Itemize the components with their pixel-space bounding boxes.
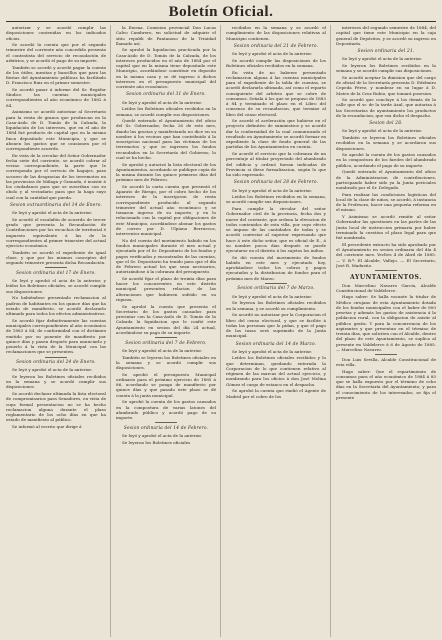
paragraph: Se leyó y aprobó el acta de la anterior. (342, 56, 423, 62)
session-heading: Sesion extraordinaria del 14 de Enero. (9, 202, 103, 208)
masthead-rule (6, 21, 436, 22)
section-separator (45, 267, 67, 268)
paragraph: Se aprobó y autorizó la lista electoral de los Ayuntamientos, acordando se publique copia de la misma durante los quince primeros días del próximo mes de Febrero. (116, 161, 216, 183)
paragraph: Se leyó y aprobó el acta de la anterior. (232, 348, 313, 354)
paragraph: Se leyó y aprobó el acta de la anterior. (232, 51, 313, 56)
paragraph: Se leyeron los Boletines oficiales recibidos en la semana, y se acordó su cumplimiento. (226, 300, 326, 311)
paragraph: recibidos en la semana y se acordó el cumplimiento de las disposiciones relativas al Municipio contienen. (226, 25, 326, 41)
paragraph: Leídos los Boletines oficiales recibidos y lo que determinan, quedando enterada la Corporacion de lo que contienen relativo al régimen de las marcas del actual ejercicio, y nombrando para los oficios á don José Molina Gómez el cargo de estanco en el despacho. (226, 355, 326, 387)
columns (6, 25, 436, 637)
paragraph: intereses del segundo semestre de 1884, del capital que tiene este Municipio en la caja general de Depósitos, y se acordó su ingreso en Depositaría. (336, 25, 436, 46)
paragraph: Hago saber: Se halla vacante la titular de Médico cirujano de esta Ayuntamiento dotada de los fondos municipales con el haber de 800 pesetas y además los gastos de asistencia á la poblacion rural, con la obligacion de asistir al público gratis. Y para la concurrencia de los aspirantes y que presentan en el término de treinta días, que soliciten con el Alcalde, dentro del plazo de este Ayuntamiento, se suplica al presente en Valdelerce á 6 de Agosto de 1885. — Marcelino Navarro. (336, 294, 436, 352)
paragraph: Se leyeron los Boletines oficiales recibidos en la semana y se acordó cumplir sus disposiciones. (6, 373, 106, 390)
session-heading: Sesion ordinaria del 28 de Febrero. (233, 180, 319, 186)
paragraph: Se dió cuenta del movimiento de fondos habido en este mes y ejecutado hoy, aprobándose todos los cobros y pagos ejecutados y la distribucion de fondos para el próximo mes de Marzo. (226, 254, 326, 281)
paragraph: Se aprobó la cuenta de los gastos causados en la compostura de varias latones del alumbrado público y acordó pago de su importe. (116, 399, 216, 421)
section-separator (155, 422, 177, 423)
paragraph: Se leyó y aprobó el acta de la anterior. (232, 293, 313, 299)
paragraph: Se leyó y aprobó el acta de la anterior. (122, 347, 203, 353)
paragraph: Se acordó el escalafón de acuerdo de tercer grado que presenta la Recaudación de Contribuciones por los escuchos de territorial é impuesto equivalente á las de la correspondientes al primer trimestre del actual ejercicio económico. (6, 216, 106, 249)
paragraph: Asimismo se acordó autorizar al Secretario para la venta de granos que produzcan en la Casa-Asilo de D. Tomás de la Calzada, la liquidación de los intereses, que en el año de 1884 fué producto de capital que en la misma finca depositado este Municipio, y que se abonen los gastos que se ocasionen por el correspondiente acuerdo. (6, 109, 106, 152)
paragraph: autorizar y se acordó cumplir las disposiciones contenidas en los indicados oficios. (6, 25, 106, 41)
paragraph: Se acordó declarar ultimada la lista electoral de compromisarios para Senadores, en vista de cuya formal presentacion no se ha hecho reclamacion alguna durante el plazo reglamentario de los ocho días en que ha estado de manifiesto al público. (6, 391, 106, 423)
paragraph: Se aprobó el presupuesto Municipal ordinario para el próximo ejercicio de 1885 á 86, acordando se ponga de manifiesto por quince días y que pasado este plazo se dé cuenta á la junta municipal. (116, 371, 216, 398)
paragraph: Se acordó aceptar la dimision que del cargo de oficial de la Secretaría presenta D. Edelmiro Cepeda Pérez, y nombrar en su lugar á D. Mateo de la Cruz Rubio, que tomará posesion. (336, 74, 436, 96)
session-heading: Sesion ordinaria del 21 de Febrero. (233, 43, 319, 49)
paragraph: En vista de no haberse presentado reclamacion alguna á las cuentas municipales para el expediente de la tabla de cuentas, se acordó declararla ultimada, así como el reparto consiguiente del arbitrio que se cobre de consumos. Señala á los que se propuso de 1883 á 84 y terminado el plazo en el Libro del consenso de su recaudacion, que termine al libro del censo electoral. (226, 69, 326, 117)
paragraph: Se leyó y aprobó el acta de la anterior. (12, 210, 93, 216)
section-separator (265, 283, 287, 284)
session-heading: Sesion ordinaria del 14 de Febrero. (123, 425, 209, 431)
section-separator (375, 354, 397, 355)
paragraph: También se acordó y acordó pagar la cuenta de los útiles, mesitas y bancillos que para las fiestas del Ayuntamiento públicas ha facilitado D. Francisco Ruiz en el primer semestre. (6, 64, 106, 86)
paragraph: Don Luis Sevilla, Alcalde Constitucional de esta villa. (336, 356, 436, 367)
paragraph: Se leyeron los Boletines recibidos en la semana y se acordó cumplir sus disposiciones. (336, 62, 436, 74)
paragraph: Se aprobó la cuenta de los gastos causados en la compostura de los faroles del alumbrado público, acordando el pago de su importe. (336, 152, 436, 168)
session-heading: Sesion ordinaria del 24 de Enero. (16, 360, 96, 366)
paragraph: Se acordó el servicio que la cobranza de un porcentaje al titular proyectado del alumbrado del edificio y ordenó fueran indicadas de Provincia si diese formalizacion, según lo que ha sido expresado. (226, 151, 326, 178)
section-separator (155, 337, 177, 338)
paragraph: Y Asimismo se acordó remitir al señor Gobernador las questiones en las partes de las Junta local de instruccion primaria por haber terminado la cuestion el plazo legal para que fué nombrada. (336, 214, 436, 241)
paragraph: Se leyó y aprobó el acta de la anterior. (122, 433, 203, 439)
session-heading: Sesion ordinaria del 7 de Marzo. (237, 286, 315, 292)
paragraph: Se acordó fijar definitivamente las cuentas municipales correspondientes al año económico de 1883 á 84, de conformidad con el dictámen emitido por su ponente de manifiesto por quince días y pasen después para anunciarlo y ponerlo á la vista de la Municipal con las reclamaciones que se presenten. (6, 317, 106, 355)
column-1 (6, 25, 111, 637)
session-heading: Sesion ordinaria del 14 de Marzo. (235, 341, 317, 347)
paragraph: Hago saber: Que el repartimiento de consumos para el año económico de 1884 á 85 que se halla expuesto por el término de ocho días en la Secretaría del Ayuntamiento; y para el conocimiento de los interesados, se fija el presente (336, 368, 436, 400)
paragraph: El precedente extracto ha sido aprobado por el Ayuntamiento en sesion ordinaria del día 4 del corriente mes. Yecltes 4 de Abril de 1885. — V. B.º: El Alcalde, Vallejo. — El Secretario, José R. Madueño. (336, 241, 436, 268)
paragraph: Se leyó y aprobó el acta de la anterior. (122, 99, 203, 105)
paragraph: Se acordó cumplir las disposiciones de los Boletines oficiales recibidos en la semana. (226, 57, 326, 68)
paragraph: la Excma. Comision provincial Don Lucas Calvo Cambrero, en solicitud de adquirir el sitio republi de Pantanoso de la Trinidad llamado así. (116, 25, 216, 46)
paragraph: Se aprobó la cuenta que rindió el Agente de Madrid por el cobro de los (226, 388, 326, 399)
paragraph: Se leyó y aprobó el acta de la anterior, y leídos los Boletines oficiales, se acordó cumplir sus disposiciones. (6, 278, 106, 294)
paragraph: Quedó enterado el Ayuntamiento del oficio de la Administracion de contribuciones, participando haber sido ya la Junta periciales nombrado por el Sr. Delegado. (336, 169, 436, 191)
paragraph: Don Marcelino Navarro García, Alcalde Constitucional de Valdelerce. (336, 282, 436, 293)
paragraph: Leídos los Boletines oficiales recibidos en la semana, se acordó cumplir sus disposiciones. (116, 106, 216, 117)
paragraph: Se acordó la cuenta que por el segundo trimestre del corriente año concedido presenta el contratista del servicio de recaudación de arbitrios, y se acordó el pago de su importe. (6, 42, 106, 63)
paragraph: Se acordó pasar á informe del Sr. Regidor Síndico las cuentas municipales correspondientes al año económico de 1882 á 84. (6, 86, 106, 108)
masthead-title: Boletín Oficial. (168, 4, 274, 20)
paragraph: También se leyeron los Boletines oficiales en la semana y se acordó cumplir sus disposiciones. (116, 354, 216, 371)
paragraph: Se acordó la carta cuenta que presentó el Aparato de Riesgo, por el cobro hecho de los intereses de la inscripcion de renta correspondiente producido al segundo trimestre del actual año económico y se tomaron ingreso de su importe, y en lo relacionado con la capital por obligaciones de este Municipio, acordándose abonar los gastos de correo por D. Ulpiano Berruecos, interventor municipal. (116, 183, 216, 237)
paragraph: También se acordó el expediente de igual clase, y que por los mismos conceptos del segundo trimestre presenta dicha Recaudación. (6, 249, 106, 266)
session-heading: Sesion del 28. (369, 121, 403, 127)
paragraph: Para realizar las condiciones logísticas del local de la clase de niños, se acordó, á instancia de la Profesora, hacer una pequeña reforma en el mismo. (336, 191, 436, 213)
paragraph: Se aprobó la liquidacion practicada por la Casa-Asilo de D. Tomás de la Calzada, de los intereses producidos en el año de 1884 por el capital que en la misma tiene depositado este Municipio, acordándose constituir en deposito en la misma casa y se dé ingreso á dichos intereses en el presupuesto municipal del corriente año económico. (116, 47, 216, 90)
paragraph: Se leyó y aprobó el acta de la anterior. (12, 367, 93, 373)
paragraph: Se acordó que concluye á los demás de la calle que el sr. de la tarde Azul, que autoriza á las Secretarías de ayuntamiento los productos de la recaudacion, que sea dicho el despacho. (336, 97, 436, 118)
paragraph: Se acordó fijar el plazo de treinta días para hacer los concurrentes en este distrito municipal presenten relacion de las alteraciones que hubiesen sufrido en su riqueza. (116, 275, 216, 302)
column-2 (116, 25, 221, 637)
paragraph: Leídos los Boletines recibidos en la semana, se acordó cumplir sus disposiciones. (226, 194, 326, 205)
paragraph: Se informó al escrito que dirige á (12, 423, 82, 429)
paragraph: Se leyó y aprobó el acta de la anterior. (232, 187, 313, 193)
section-separator (45, 357, 67, 358)
paragraph: Se aprobó la cuenta que presenta el Secretario de los gastos causados para precintar con la Casa-Asilo de D. Tomás de la Calzada la liquidacion que le confió este Ayuntamiento en sesion del día 24 actual, acordándose su pago de su importe. (116, 303, 216, 335)
paragraph: Quedó enterado el Ayuntamiento del oficio del Sr. Gobernador, fecha 26 de este mes, dando las gracias y manifestando no dice en su nombre á los vecinos que han contribuido á la suscripcion nacional para las víctimas de los terremotos y que se ingresen los fondos recaudados en la Secretaría del Gobierno, lo cual se ha hecho. (116, 118, 216, 160)
session-heading: Sesion ordinaria del 17 de Enero. (16, 270, 96, 276)
paragraph: Se leyeron los Boletines oficiales (122, 439, 191, 445)
section-separator (375, 270, 397, 271)
paragraph: No habiéndose presentado reclamacion al padron de habitantes en los quince días que ha estado de manifiesto, se acordó declararlo ultimado para todos los efectos administrativos. (6, 295, 106, 317)
column-3 (226, 25, 331, 637)
session-heading: Sesion ordinaria del 21. (357, 49, 415, 54)
paragraph: Se leyó y aprobó el acta de la anterior. (342, 128, 423, 134)
session-heading: Sesion ordinaria del 7 de Febrero. (125, 340, 207, 346)
paragraph: No del cuenta del movimiento habido en los fondos municipales durante el mes actual y ejecutado por el Sr. Depositario de los fondos y pagos verificados y encontrados de las cuentas, que el Sr. Depositario ha tenido para que el día de Febrero actual los que sean necesarios, autorizándose á la cobranza del presupuesto. (116, 237, 216, 275)
paragraph: En vista de la circular del Señor Gobernador fecha siete del corriente, se acordó cobrar al vecino correspondiente, la parte que le corresponda por el servicio de bagajes, para socorro de las desgracias de los terremotos en las provincias de Málaga y Granada, é insistir á los ciudadanos para que se suscriban con su obolo y al vecindario para que la haga suyo cual con la cantidad que pueda. (6, 152, 106, 200)
paragraph: Para cumplir la circular del señor Gobernador civil de la provincia, fecha dos y nueve del corriente, que ordena la elevacion de todos contenidos de esta villa, por cuyo efecto se impuso de las cantidades de todas y se acordó contestar al superior expresando que hace á este dicho señor, que es oficial de E., á su nombre pocos dias después se puede ejecutarse en el distrito á los sujetos los indios. (226, 206, 326, 254)
column-4 (336, 25, 436, 637)
paragraph: Se acordó no autorizar por la Corporacion el libro del censo electoral, y que se facilite á todas las personas que lo pidan, y que el pago de las tasas será suprimido de la Junta municipal. (226, 312, 326, 339)
session-heading: Sesion ordinaria del 31 de Enero. (126, 92, 206, 98)
paragraph: Se acordó el aceleración que hubiese en el proyecto definitivo de suministros y se acordó dar la conformidad de la cual comunicando el resultado en Ayuntamiento se acordó formar en expediente la clase de fondo general de las partidas de los Ayuntamientos en cuenta. (226, 118, 326, 150)
paragraph: También se leyeron los Boletines oficiales recibidos en la semana y se acordaron sus disposiciones. (336, 135, 436, 151)
section-heading: AYUNTAMIENTOS. (350, 273, 422, 281)
